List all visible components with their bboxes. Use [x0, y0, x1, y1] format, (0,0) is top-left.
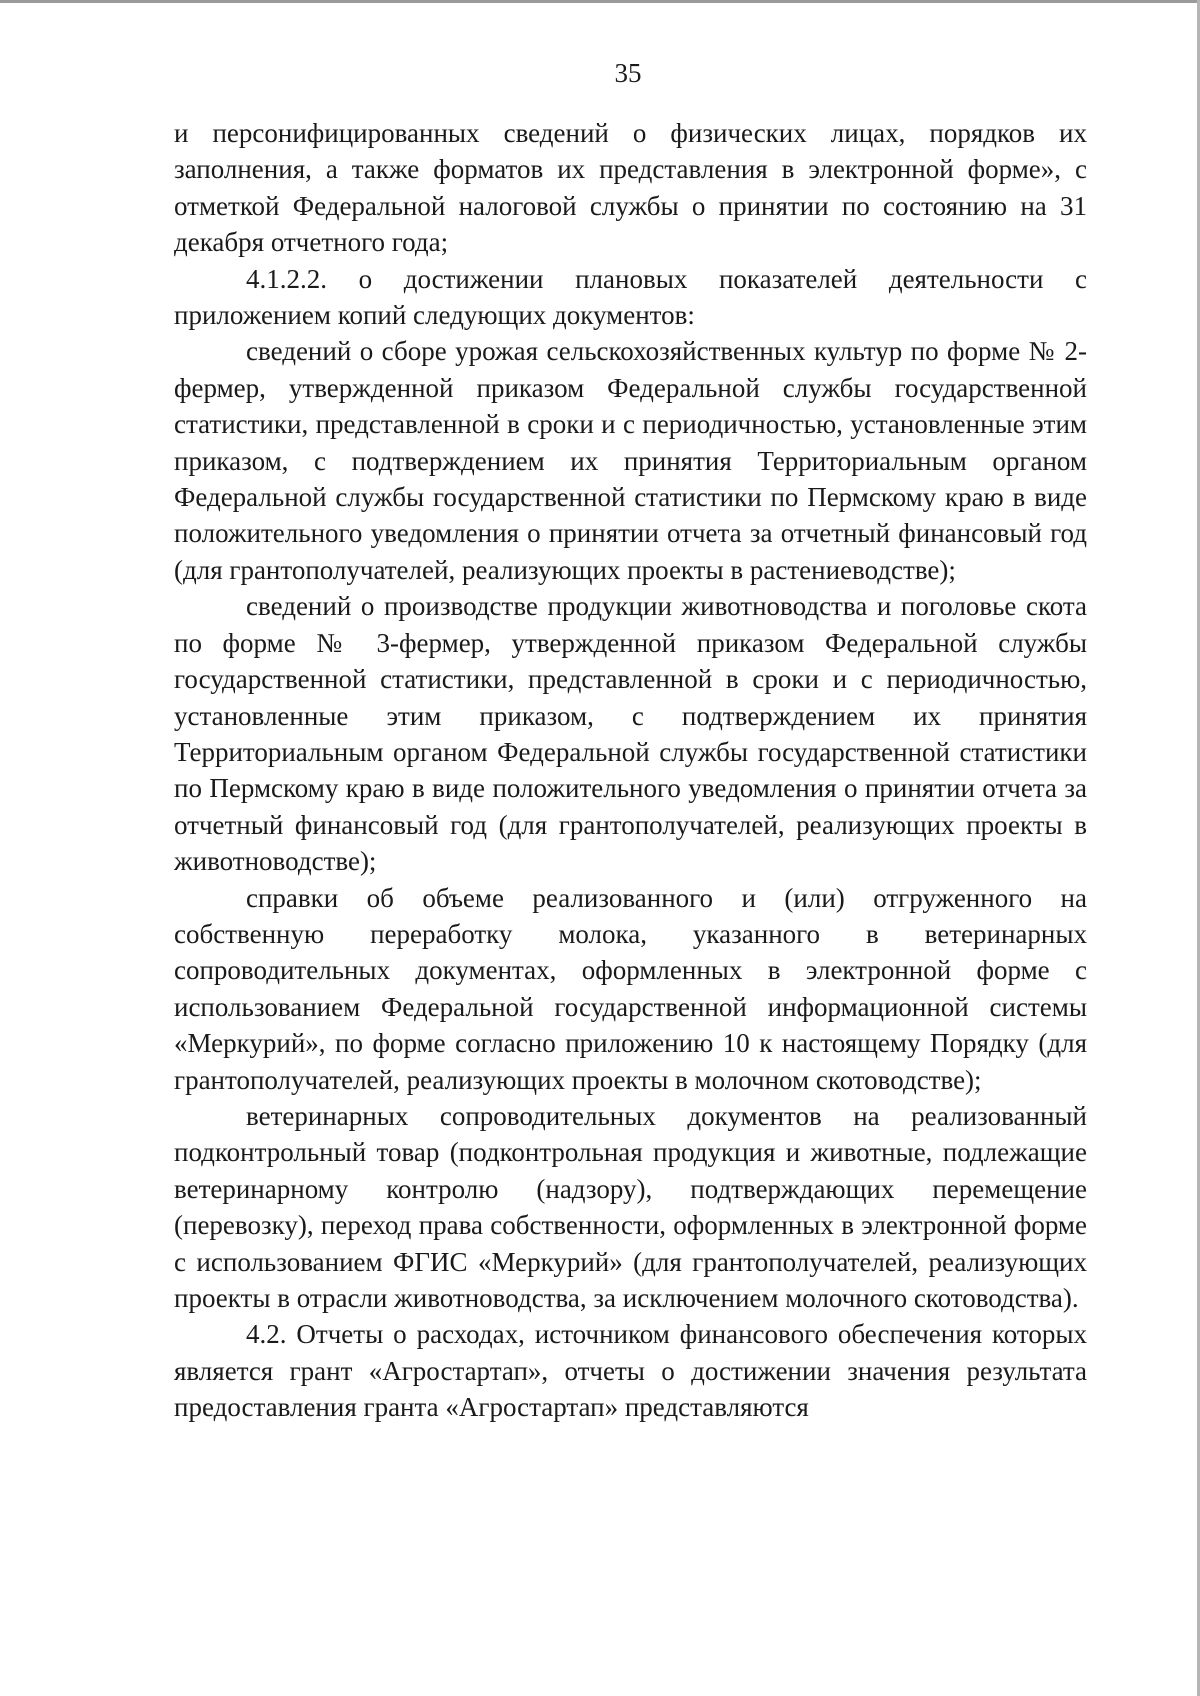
page-number: 35 — [614, 58, 642, 88]
paragraph: 4.1.2.2. о достижении плановых показателей деятельности с приложением копий следующих документов: — [174, 263, 1087, 331]
body-text — [174, 115, 1087, 1426]
paragraph: ветеринарных сопроводительных документов на реализованный подконтрольный товар (подконтрольная продукция и животные, подлежащие ветеринарному контролю (надзору), подтверждающих перемещение (перевозку), переход права собственности, оформленных в электронной форме с использованием ФГИС «Меркурий» (для грантополучателей, реализующих проекты в отрасли животноводства, за исключением молочного скотоводства). — [174, 1100, 1087, 1313]
page-edge-top — [0, 0, 1200, 3]
paragraph: справки об объеме реализованного и (или) отгруженного на собственную переработку молока, указанного в ветеринарных сопроводительных документах, оформленных в электронной форме с использованием Федеральной государственной информационной системы «Меркурий», по форме согласно приложению 10 к настоящему Порядку (для грантополучателей, реализующих проекты в молочном скотоводстве); — [174, 882, 1087, 1095]
paragraph: 4.2. Отчеты о расходах, источником финансового обеспечения которых является грант «Агростартап», отчеты о достижении значения результата предоставления гранта «Агростартап» представляются — [174, 1319, 1087, 1423]
paragraph: и персонифицированных сведений о физических лицах, порядков их заполнения, а также форматов их представления в электронной форме», с отметкой Федеральной налоговой службы о принятии по состоянию на 31 декабря отчетного года; — [174, 118, 1087, 258]
paragraph: сведений о производстве продукции животноводства и поголовье скота по форме № 3-фермер, утвержденной приказом Федеральной службы государственной статистики, представленной в сроки и с периодичностью, установленные этим приказом, с подтверждением их принятия Территориальным органом Федеральной службы государственной статистики по Пермскому краю в виде положительного уведомления о принятии отчета за отчетный финансовый год (для грантополучателей, реализующих проекты в животноводстве); — [174, 591, 1087, 877]
paragraph: сведений о сборе урожая сельскохозяйственных культур по форме № 2-фермер, утвержденной приказом Федеральной службы государственной статистики, представленной в сроки и с периодичностью, установленные этим приказом, с подтверждением их принятия Территориальным органом Федеральной службы государственной статистики по Пермскому краю в виде положительного уведомления о принятии отчета за отчетный финансовый год (для грантополучателей, реализующих проекты в растениеводстве); — [174, 336, 1087, 585]
